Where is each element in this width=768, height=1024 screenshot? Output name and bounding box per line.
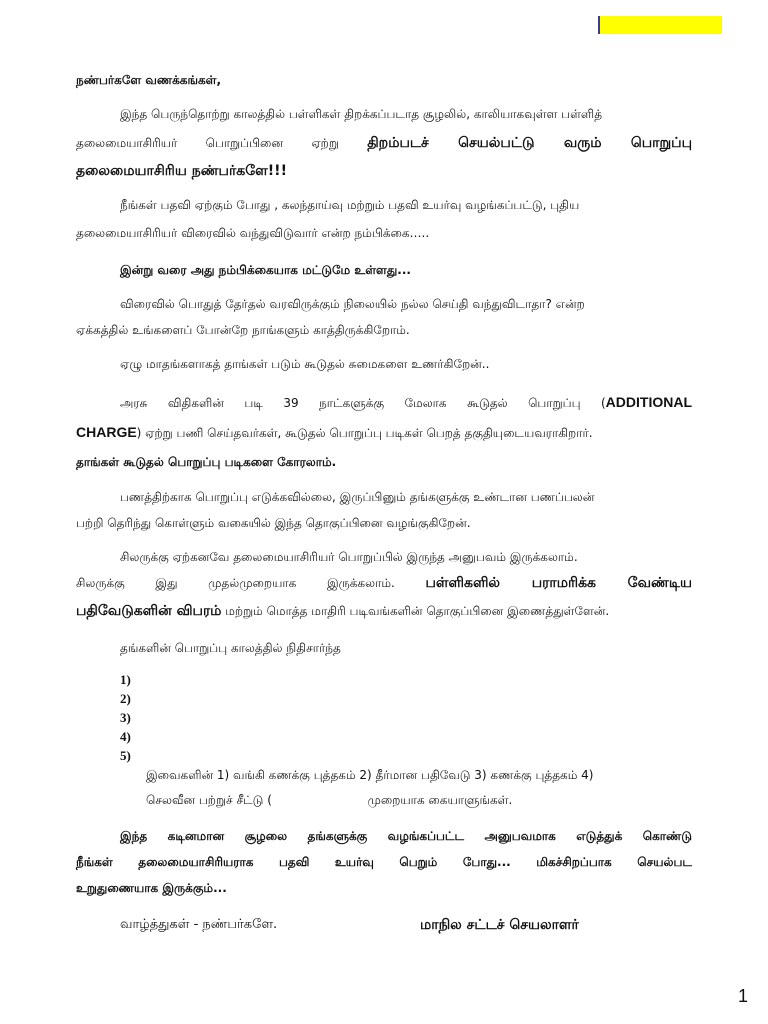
list-item-1: 1) bbox=[120, 672, 131, 687]
list-item-5: 5) bbox=[120, 748, 131, 763]
greeting: நண்பர்களே வணக்கங்கள், bbox=[76, 73, 222, 87]
p8-line-3-emphasis: பதிவேடுகளின் விபரம் bbox=[76, 603, 222, 619]
p1-line-3: தலைமையாசிரிய நண்பர்களே!!! bbox=[76, 163, 287, 179]
p6-line-3: தாங்கள் கூடுதல் பொறுப்பு படிகளை கோரலாம். bbox=[76, 455, 337, 469]
p10-line-2 bbox=[146, 792, 692, 808]
p8-line-3-text: மற்றும் மொத்த மாதிரி படிவங்களின் தொகுப்பினை இணைத்துள்ளேன். bbox=[221, 604, 610, 618]
p10-line-2-start: செலவீன பற்றுச் சீட்டு ( bbox=[146, 793, 272, 807]
p6-line-2 bbox=[76, 424, 692, 441]
p6-charge-word: CHARGE bbox=[76, 424, 137, 440]
closing-greeting: வாழ்த்துகள் - நண்பர்களே. bbox=[120, 917, 278, 932]
p3-line: இன்று வரை அது நம்பிக்கையாக மட்டுமே உள்ளது... bbox=[120, 263, 411, 277]
page-number: 1 bbox=[737, 986, 748, 1006]
p1-line-2 bbox=[76, 135, 692, 151]
p4-line-1: விரைவில் பொதுத் தேர்தல் வரவிருக்கும் நிலையில் நல்ல செய்தி வந்துவிடாதா? என்ற bbox=[120, 297, 585, 311]
p4-line-2: ஏக்கத்தில் உங்களைப் போன்றே நாங்களும் காத்திருக்கிறோம். bbox=[76, 323, 410, 337]
p5-line: ஏழு மாதங்களாகத் தாங்கள் படும் கூடுதல் சுமைகளை உணர்கிறேன்.. bbox=[120, 357, 490, 371]
p11-line-3: உறுதுணையாக இருக்கும்... bbox=[76, 881, 227, 895]
p8-line-2-emphasis: பள்ளிகளில் பராமரிக்க வேண்டிய bbox=[425, 575, 692, 591]
p6-additional-word: ADDITIONAL bbox=[605, 394, 692, 410]
p6-line-1-text: அரசு விதிகளின் படி 39 நாட்களுக்கு மேலாக கூடுதல் பொறுப்பு ( bbox=[120, 396, 606, 410]
p9-line: தங்களின் பொறுப்பு காலத்தில் நிதிசார்ந்த bbox=[120, 641, 341, 655]
p8-line-3 bbox=[76, 603, 692, 619]
p6-line-1 bbox=[120, 394, 692, 411]
p8-line-1: சிலருக்கு ஏற்கனவே தலைமையாசிரியர் பொறுப்பில் இருந்த அனுபவம் இருக்கலாம். bbox=[120, 550, 578, 564]
p11-line-1: இந்த கடினமான சூழலை தங்களுக்கு வழங்கப்பட்ட அனுபவமாக எடுத்துக் கொண்டு bbox=[120, 829, 692, 843]
p2-line-2: தலைமையாசிரியர் விரைவில் வந்துவிடுவார் என்ற நம்பிக்கை….. bbox=[76, 226, 430, 240]
p11-line-2: நீங்கள் தலைமையாசிரியராக பதவி உயர்வு பெறும் போது... மிகச்சிறப்பாக செயல்பட bbox=[76, 855, 692, 869]
p1-line-2-emphasis: திறம்படச் செயல்பட்டு வரும் பொறுப்பு bbox=[367, 135, 693, 151]
p2-line-1: நீங்கள் பதவி ஏற்கும் போது , கலந்தாய்வு மற்றும் பதவி உயர்வு வழங்கப்பட்டு, புதிய bbox=[120, 198, 580, 212]
p10-line-2-end: முறையாக கையாளுங்கள். bbox=[367, 793, 513, 807]
list-item-2: 2) bbox=[120, 691, 131, 706]
p8-line-2 bbox=[76, 575, 692, 591]
p1-line-1: இந்த பெருந்தொற்று காலத்தில் பள்ளிகள் திறக்கப்படாத சூழலில், காலியாகவுள்ள பள்ளித் bbox=[120, 107, 603, 121]
yellow-highlight-box bbox=[598, 16, 722, 34]
p10-line-1: இவைகளின் 1) வங்கி கணக்கு புத்தகம் 2) தீர்மான பதிவேடு 3) கணக்கு புத்தகம் 4) bbox=[146, 768, 594, 782]
p7-line-2: பற்றி தெரிந்து கொள்ளும் வகையில் இந்த தொகுப்பினை வழங்குகிறேன். bbox=[76, 516, 471, 530]
p7-line-1: பணத்திற்காக பொறுப்பு எடுக்கவில்லை, இருப்பினும் தங்களுக்கு உண்டான பணப்பலன் bbox=[120, 490, 595, 504]
p8-line-2-text: சிலருக்கு இது முதல்முறையாக இருக்கலாம். bbox=[76, 576, 395, 590]
list-item-3: 3) bbox=[120, 710, 131, 725]
signature-title: மாநில சட்டச் செயலாளர் bbox=[420, 917, 579, 933]
p6-line-2-text: ) ஏற்று பணி செய்தவர்கள், கூடுதல் பொறுப்பு படிகள் பெறத் தகுதியுடையவராகிறார். bbox=[136, 426, 593, 440]
p1-line-2-text: தலைமையாசிரியர் பொறுப்பினை ஏற்று bbox=[76, 136, 339, 150]
list-item-4: 4) bbox=[120, 729, 131, 744]
